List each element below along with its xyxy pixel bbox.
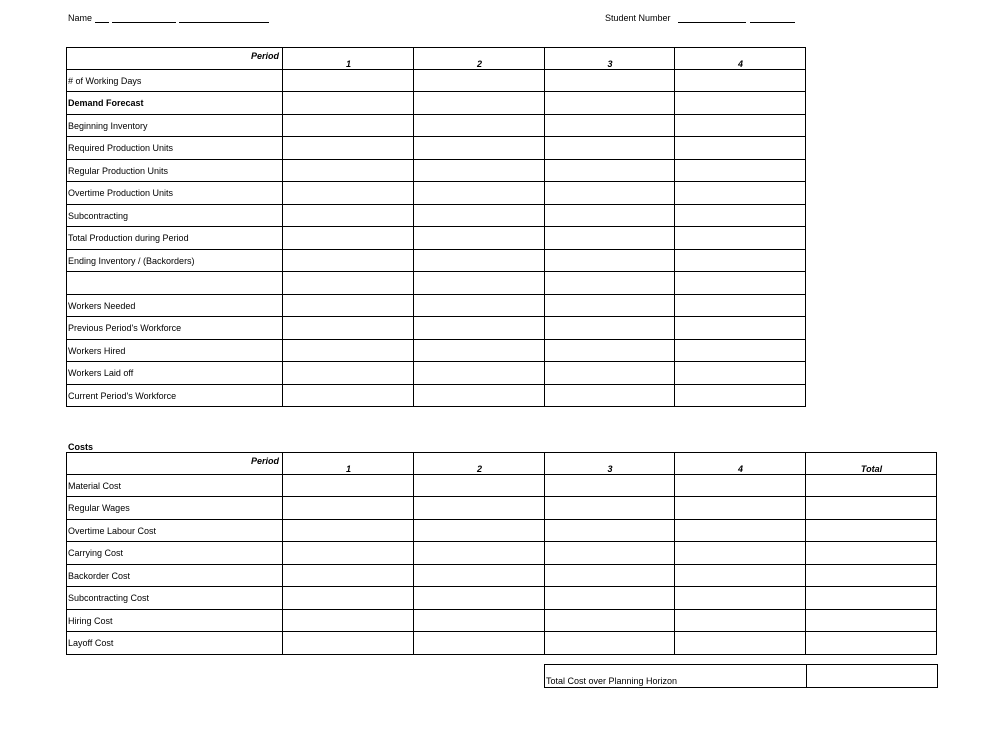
planning-row-label: Current Period's Workforce xyxy=(67,385,283,407)
planning-period-header: Period xyxy=(67,48,283,70)
costs-row xyxy=(67,520,937,542)
planning-value-cell[interactable] xyxy=(414,160,545,182)
planning-value-cell[interactable] xyxy=(283,250,414,272)
planning-row-label: Overtime Production Units xyxy=(67,182,283,205)
costs-value-cell[interactable] xyxy=(545,542,675,565)
planning-row-label: Demand Forecast xyxy=(67,92,283,115)
costs-row-label: Material Cost xyxy=(67,475,283,497)
planning-row-label: Beginning Inventory xyxy=(67,115,283,137)
planning-value-cell[interactable] xyxy=(675,160,806,182)
costs-value-cell[interactable] xyxy=(675,475,806,497)
planning-value-cell[interactable] xyxy=(414,295,545,317)
planning-row xyxy=(67,205,806,227)
costs-row-label: Hiring Cost xyxy=(67,610,283,632)
planning-value-cell[interactable] xyxy=(675,362,806,385)
costs-value-cell[interactable] xyxy=(283,542,414,565)
costs-value-cell[interactable] xyxy=(283,475,414,497)
costs-value-cell[interactable] xyxy=(414,632,545,655)
planning-value-cell[interactable] xyxy=(675,272,806,295)
planning-value-cell[interactable] xyxy=(414,317,545,340)
planning-value-cell[interactable] xyxy=(545,92,675,115)
planning-value-cell[interactable] xyxy=(545,317,675,340)
costs-value-cell[interactable] xyxy=(675,587,806,610)
costs-value-cell[interactable] xyxy=(806,542,937,565)
costs-value-cell[interactable] xyxy=(545,497,675,520)
planning-value-cell[interactable] xyxy=(545,160,675,182)
costs-value-cell[interactable] xyxy=(283,632,414,655)
planning-column-header: 3 xyxy=(545,48,675,70)
planning-row-label: Workers Laid off xyxy=(67,362,283,385)
costs-row xyxy=(67,587,937,610)
planning-row xyxy=(67,227,806,250)
planning-row xyxy=(67,70,806,92)
planning-column-header: 1 xyxy=(283,48,414,70)
costs-column-header: 2 xyxy=(414,453,545,475)
planning-value-cell[interactable] xyxy=(283,272,414,295)
planning-value-cell[interactable] xyxy=(283,205,414,227)
total-cost-label: Total Cost over Planning Horizon xyxy=(545,665,807,688)
planning-row-label: Regular Production Units xyxy=(67,160,283,182)
costs-value-cell[interactable] xyxy=(414,587,545,610)
planning-value-cell[interactable] xyxy=(283,137,414,160)
costs-table xyxy=(66,452,937,655)
planning-row-label: Ending Inventory / (Backorders) xyxy=(67,250,283,272)
costs-row-label: Layoff Cost xyxy=(67,632,283,655)
costs-period-header: Period xyxy=(67,453,283,475)
costs-value-cell[interactable] xyxy=(806,610,937,632)
name-label: Name xyxy=(68,13,93,23)
planning-value-cell[interactable] xyxy=(545,272,675,295)
planning-value-cell[interactable] xyxy=(414,227,545,250)
planning-value-cell[interactable] xyxy=(414,385,545,407)
costs-value-cell[interactable] xyxy=(806,497,937,520)
costs-row-label: Backorder Cost xyxy=(67,565,283,587)
planning-row xyxy=(67,317,806,340)
planning-value-cell[interactable] xyxy=(545,385,675,407)
costs-value-cell[interactable] xyxy=(283,520,414,542)
planning-value-cell[interactable] xyxy=(545,227,675,250)
planning-value-cell[interactable] xyxy=(283,340,414,362)
name-blank-1[interactable] xyxy=(95,22,109,23)
costs-value-cell[interactable] xyxy=(806,632,937,655)
student-number-blank-2[interactable] xyxy=(750,22,795,23)
planning-value-cell[interactable] xyxy=(545,137,675,160)
planning-value-cell[interactable] xyxy=(675,250,806,272)
costs-value-cell[interactable] xyxy=(283,565,414,587)
costs-row xyxy=(67,565,937,587)
planning-column-header: 2 xyxy=(414,48,545,70)
planning-value-cell[interactable] xyxy=(545,362,675,385)
planning-value-cell[interactable] xyxy=(675,295,806,317)
planning-value-cell[interactable] xyxy=(283,160,414,182)
costs-row-label: Overtime Labour Cost xyxy=(67,520,283,542)
planning-value-cell[interactable] xyxy=(283,227,414,250)
costs-value-cell[interactable] xyxy=(675,497,806,520)
costs-value-cell[interactable] xyxy=(675,542,806,565)
planning-row xyxy=(67,362,806,385)
costs-section-title: Costs xyxy=(68,442,94,452)
planning-row-label: Subcontracting xyxy=(67,205,283,227)
name-blank-2[interactable] xyxy=(112,22,176,23)
planning-value-cell[interactable] xyxy=(283,385,414,407)
planning-row-label: Previous Period's Workforce xyxy=(67,317,283,340)
planning-value-cell[interactable] xyxy=(675,92,806,115)
costs-row-label: Subcontracting Cost xyxy=(67,587,283,610)
planning-value-cell[interactable] xyxy=(414,340,545,362)
costs-value-cell[interactable] xyxy=(675,520,806,542)
costs-value-cell[interactable] xyxy=(545,587,675,610)
costs-value-cell[interactable] xyxy=(545,610,675,632)
planning-value-cell[interactable] xyxy=(545,295,675,317)
costs-value-cell[interactable] xyxy=(283,497,414,520)
costs-value-cell[interactable] xyxy=(675,565,806,587)
planning-value-cell[interactable] xyxy=(675,182,806,205)
planning-value-cell[interactable] xyxy=(675,70,806,92)
planning-value-cell[interactable] xyxy=(414,115,545,137)
costs-row-label: Carrying Cost xyxy=(67,542,283,565)
costs-value-cell[interactable] xyxy=(806,475,937,497)
costs-value-cell[interactable] xyxy=(283,610,414,632)
costs-column-header: 3 xyxy=(545,453,675,475)
planning-value-cell[interactable] xyxy=(414,362,545,385)
planning-value-cell[interactable] xyxy=(545,205,675,227)
planning-value-cell[interactable] xyxy=(545,70,675,92)
costs-row xyxy=(67,632,937,655)
planning-value-cell[interactable] xyxy=(414,70,545,92)
planning-value-cell[interactable] xyxy=(545,340,675,362)
planning-value-cell[interactable] xyxy=(283,92,414,115)
costs-value-cell[interactable] xyxy=(675,610,806,632)
costs-value-cell[interactable] xyxy=(545,520,675,542)
planning-value-cell[interactable] xyxy=(414,205,545,227)
planning-row-label: # of Working Days xyxy=(67,70,283,92)
planning-value-cell[interactable] xyxy=(414,250,545,272)
costs-value-cell[interactable] xyxy=(414,610,545,632)
planning-row xyxy=(67,160,806,182)
planning-row xyxy=(67,92,806,115)
student-number-blank-1[interactable] xyxy=(678,22,746,23)
planning-value-cell[interactable] xyxy=(675,385,806,407)
planning-value-cell[interactable] xyxy=(283,362,414,385)
planning-row-label xyxy=(67,272,283,295)
planning-value-cell[interactable] xyxy=(283,182,414,205)
student-number-label: Student Number xyxy=(605,13,671,23)
planning-row xyxy=(67,385,806,407)
costs-value-cell[interactable] xyxy=(283,587,414,610)
planning-row xyxy=(67,137,806,160)
planning-row xyxy=(67,272,806,295)
planning-row xyxy=(67,295,806,317)
costs-column-header: 1 xyxy=(283,453,414,475)
costs-row xyxy=(67,542,937,565)
costs-column-header: Total xyxy=(806,453,937,475)
planning-value-cell[interactable] xyxy=(675,227,806,250)
costs-row xyxy=(67,475,937,497)
planning-column-header: 4 xyxy=(675,48,806,70)
planning-value-cell[interactable] xyxy=(283,295,414,317)
planning-value-cell[interactable] xyxy=(545,115,675,137)
planning-table xyxy=(66,47,806,407)
costs-value-cell[interactable] xyxy=(806,587,937,610)
costs-value-cell[interactable] xyxy=(806,565,937,587)
planning-value-cell[interactable] xyxy=(414,137,545,160)
costs-value-cell[interactable] xyxy=(806,520,937,542)
planning-value-cell[interactable] xyxy=(414,182,545,205)
costs-value-cell[interactable] xyxy=(414,565,545,587)
planning-row-label: Workers Hired xyxy=(67,340,283,362)
costs-value-cell[interactable] xyxy=(414,520,545,542)
planning-row xyxy=(67,115,806,137)
planning-value-cell[interactable] xyxy=(283,70,414,92)
costs-row xyxy=(67,610,937,632)
costs-value-cell[interactable] xyxy=(545,475,675,497)
planning-value-cell[interactable] xyxy=(675,340,806,362)
costs-value-cell[interactable] xyxy=(545,632,675,655)
planning-value-cell[interactable] xyxy=(283,115,414,137)
total-cost-value-cell[interactable] xyxy=(807,665,938,688)
costs-value-cell[interactable] xyxy=(414,497,545,520)
planning-value-cell[interactable] xyxy=(675,317,806,340)
planning-value-cell[interactable] xyxy=(545,182,675,205)
planning-value-cell[interactable] xyxy=(545,250,675,272)
costs-value-cell[interactable] xyxy=(414,475,545,497)
planning-value-cell[interactable] xyxy=(414,92,545,115)
planning-row xyxy=(67,340,806,362)
costs-value-cell[interactable] xyxy=(545,565,675,587)
total-cost-table xyxy=(544,664,938,688)
name-blank-3[interactable] xyxy=(179,22,269,23)
planning-row-label: Workers Needed xyxy=(67,295,283,317)
planning-row xyxy=(67,182,806,205)
costs-row-label: Regular Wages xyxy=(67,497,283,520)
planning-row xyxy=(67,250,806,272)
costs-value-cell[interactable] xyxy=(675,632,806,655)
planning-value-cell[interactable] xyxy=(675,137,806,160)
planning-value-cell[interactable] xyxy=(675,115,806,137)
costs-column-header: 4 xyxy=(675,453,806,475)
planning-value-cell[interactable] xyxy=(283,317,414,340)
planning-row-label: Required Production Units xyxy=(67,137,283,160)
planning-value-cell[interactable] xyxy=(414,272,545,295)
costs-value-cell[interactable] xyxy=(414,542,545,565)
planning-row-label: Total Production during Period xyxy=(67,227,283,250)
costs-row xyxy=(67,497,937,520)
planning-value-cell[interactable] xyxy=(675,205,806,227)
